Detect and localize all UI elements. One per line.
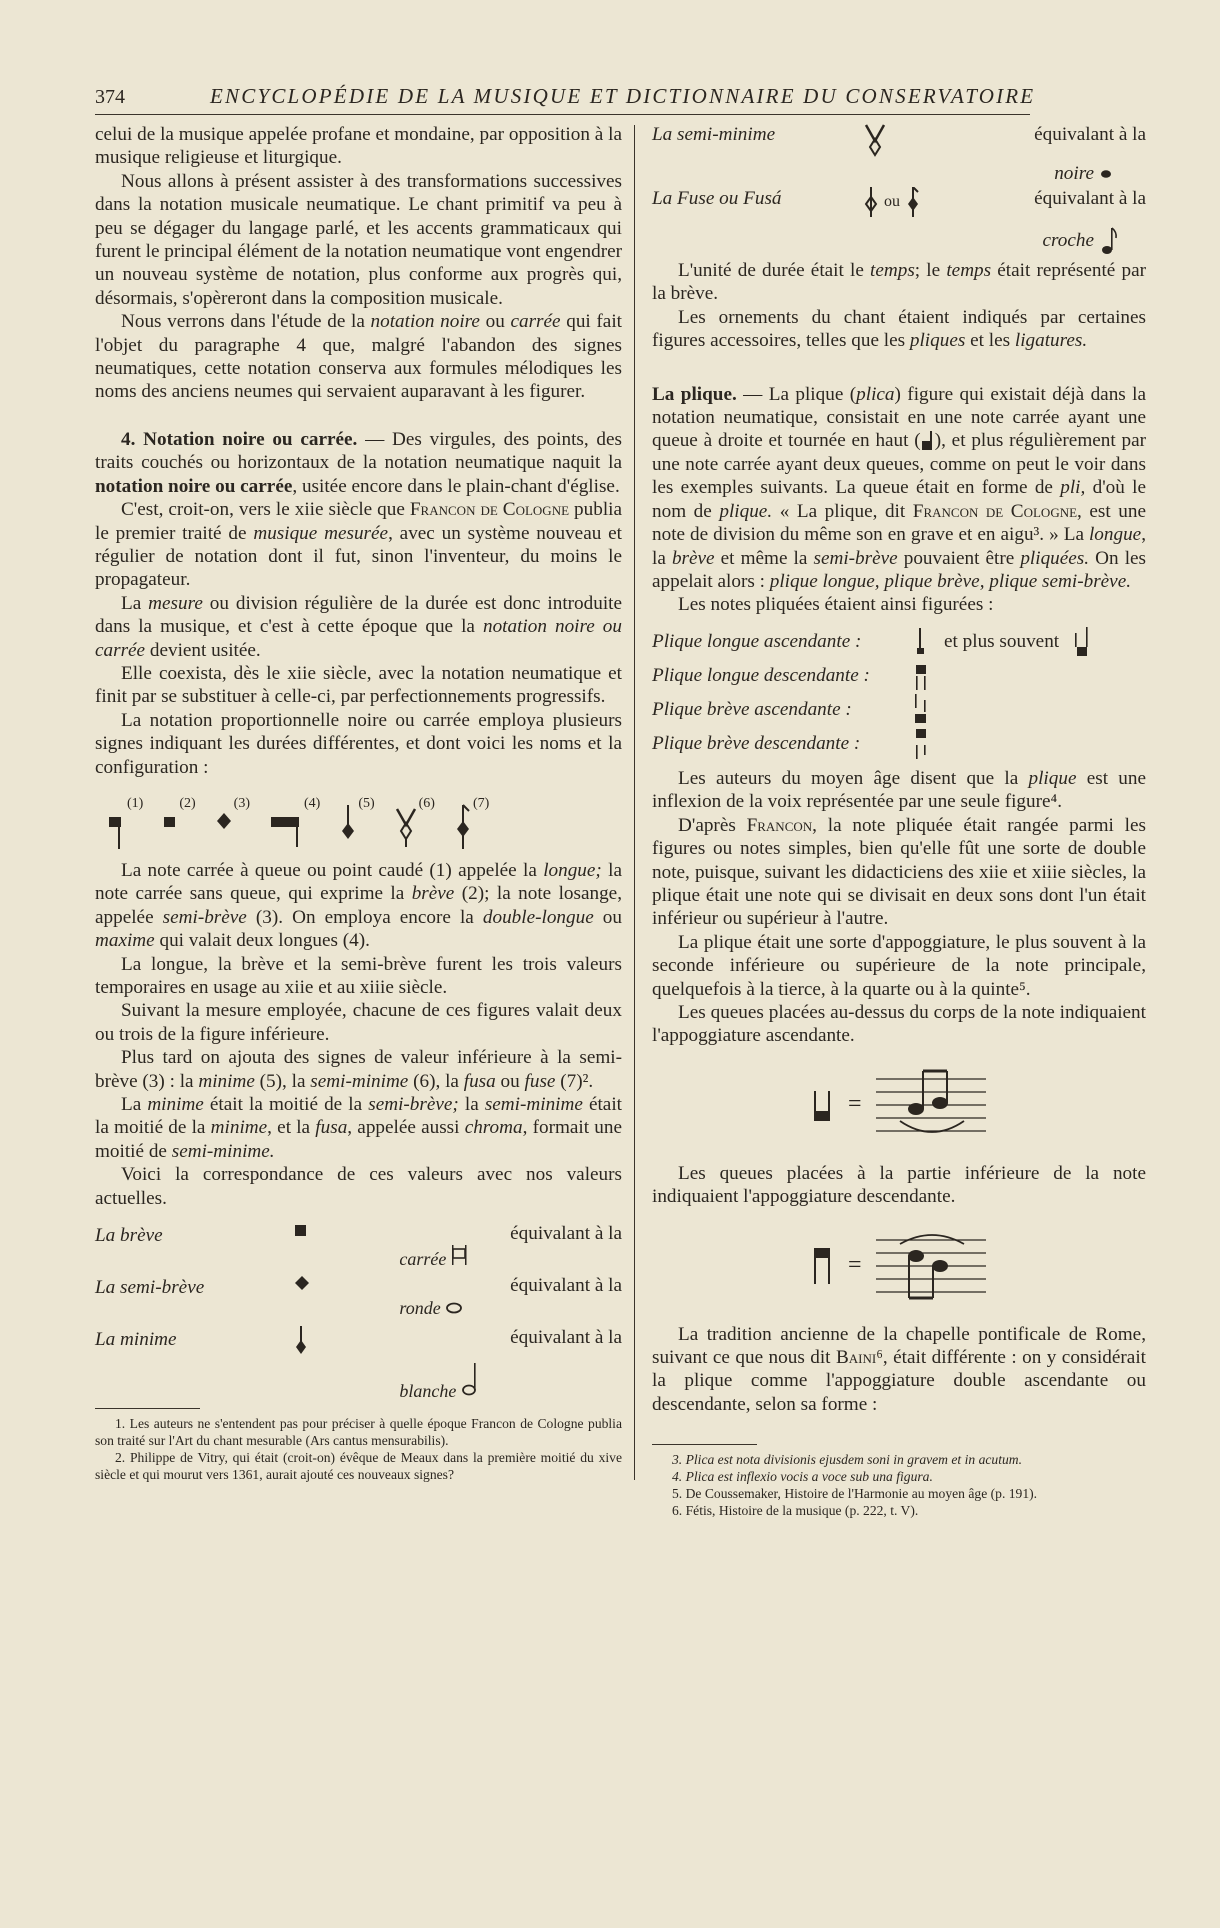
modern-equivalent: croche [652,223,1146,259]
paragraph: La plique était une sorte d'appoggiature, le plus souvent à la seconde inférieure ou supérieure de la note principale, quelquefois à la tierce, à la quarte ou à la quinte⁵. [652,931,1146,1000]
paragraph: Les queues placées au-dessus du corps de la note indiquaient l'appoggiature ascendante. [652,1001,1146,1047]
breve-note: (2) [163,792,195,851]
correspondence-row: La semi-brève équivalant à la ronde [95,1275,622,1319]
section-heading: 4. Notation noire ou carrée. [121,428,358,450]
section-4: 4. Notation noire ou carrée. — Des virgules, des points, des traits couchés ou horizontaux de la notation neumatique naquit la notation noire ou carrée, usitée encore dans le plain-chant d'église. [95,428,622,497]
descending-example: = [652,1221,1146,1311]
minime-glyph [294,1326,383,1362]
paragraph: La tradition ancienne de la chapelle pontificale de Rome, suivant ce que nous dit Baini⁶, était différente : on y considérait la plique comme l'appoggiature double ascendante ou descendante, selon sa forme : [652,1323,1146,1415]
plique-longue-desc-glyph [914,661,928,691]
plique-example: Plique brève descendante : [652,727,1146,761]
plique-example: Plique brève ascendante : [652,693,1146,727]
longue-note: (1) [107,792,143,851]
semi-breve-note: (3) [216,792,250,851]
blanche-glyph [461,1363,479,1397]
paragraph: Les queues placées à la partie inférieure de la note indiquaient l'appoggiature descendante. [652,1162,1146,1208]
fusa-glyph: ou [864,187,964,217]
section-heading: La plique. [652,383,737,405]
plique-glyph [921,431,935,453]
left-column [95,123,622,1483]
plique-example: Plique longue ascendante : et plus souvent [652,625,1146,659]
paragraph: La minime était la moitié de la semi-brève; la semi-minime était la moitié de la minime, et la fusa, appelée aussi chroma, formait une moitié de semi-minime. [95,1094,622,1162]
paragraph: D'après Francon, la note pliquée était rangée parmi les figures ou notes simples, bien qu'elle fût une sorte de double note, puisque, suivant les didacticiens des xiie et xiiie siècles, la plique était une note qui se divisait en deux sons dont l'un était inférieur ou supérieur à l'autre. [652,814,1146,930]
fusa-note: (7) [455,792,489,851]
ronde-glyph [445,1302,463,1314]
minime-note: (5) [340,792,374,851]
paragraph: Les notes pliquées étaient ainsi figurées : [678,594,994,616]
footnote-rule [652,1444,757,1445]
paragraph: La note carrée à queue ou point caudé (1) appelée la longue; la note carrée sans queue, qui exprime la brève (2); la note losange, appelée semi-brève (3). On employa encore la double-longue ou maxime qui valait deux longues (4). [95,859,622,952]
paragraph: Les auteurs du moyen âge disent que la plique est une inflexion de la voix représentée par une seule figure⁴. [652,767,1146,813]
correspondence-row: La minime équivalant à la blanche [95,1327,622,1402]
plique-asc-glyph [812,1085,834,1125]
noire-glyph [1100,168,1112,180]
correspondence-row: La Fuse ou Fusá ou équivalant à la [652,187,1146,223]
page-number: 374 [95,86,125,108]
plique-examples [652,625,1146,761]
plique-breve-asc-glyph [914,694,928,726]
plique-desc-glyph [812,1246,834,1286]
footnote: 6. Fétis, Histoire de la musique (p. 222, t. V). [672,1503,919,1519]
carree-glyph [451,1245,469,1265]
footnote: 4. Plica est inflexio vocis a voce sub una figura. [672,1469,933,1485]
semi-breve-glyph [294,1274,383,1297]
paragraph: celui de la musique appelée profane et mondaine, par opposition à la musique religieuse et liturgique. [95,124,622,169]
ascending-example: = [652,1060,1146,1150]
maxime-note: (4) [270,792,320,851]
plique-variant-glyph [1073,627,1091,657]
footnote: 3. Plica est nota divisionis ejusdem soni in gravem et in acutum. [672,1452,1022,1468]
semi-minime-note: (6) [395,792,435,851]
footnote: 5. De Coussemaker, Histoire de l'Harmonie au moyen âge (p. 191). [672,1486,1038,1502]
paragraph: Elle coexista, dès le xiie siècle, avec la notation neumatique et finit par se substituer à celle-ci, par perfectionnements progressifs. [95,662,622,708]
running-header [95,84,1036,115]
plique-longue-asc-glyph [914,628,926,656]
croche-glyph [1100,226,1118,256]
paragraph: La notation proportionnelle noire ou carrée employa plusieurs signes indiquant les durées différentes, et dont voici les noms et la configuration : [95,709,622,778]
running-title: ENCYCLOPÉDIE DE LA MUSIQUE ET DICTIONNAIRE DU CONSERVATOIRE [210,84,1036,108]
paragraph: La longue, la brève et la semi-brève furent les trois valeurs temporaires en usage au xiie et au xiiie siècle. [95,953,622,998]
right-column [652,123,1146,1519]
paragraph: Suivant la mesure employée, chacune de ces figures valait deux ou trois de la figure inférieure. [95,1000,622,1045]
column-divider [634,125,635,1480]
paragraph: L'unité de durée était le temps; le temps était représenté par la brève. [652,260,1146,305]
footnote-rule [95,1408,200,1409]
paragraph: La mesure ou division régulière de la durée est donc introduite dans la musique, et c'est à cette époque que la notation noire ou carrée devient usitée. [95,592,623,661]
plique-section: La plique. — La plique (plica) figure qui existait déjà dans la notation neumatique, consistait en une note carrée ayant une queue à droite et tournée en haut ( ), et plus régulièrement par une note carrée ayant deux queues, comme on peut le voir dans les exemples suivants. La queue était en forme de pli, d'où le nom de plique. « La plique, dit Francon de Cologne, est une note de division du même son en grave et en aigu³. » La longue, la brève et même la semi-brève pouvaient être pliquées. On les appelait alors : plique longue, plique brève, plique semi-brève. [652,383,1147,593]
paragraph: Nous verrons dans l'étude de la notation noire ou carrée qui fait l'objet du paragraphe 4 que, malgré l'abandon des signes neumatiques, cette notation conserva aux formules mélodiques les noms des anciens neumes qui servaient auparavant à les figurer. [95,311,622,403]
modern-equivalent: noire [652,161,1146,187]
paragraph: Voici la correspondance de ces valeurs avec nos valeurs actuelles. [95,1164,622,1209]
footnote: 2. Philippe de Vitry, qui était (croit-on) évêque de Meaux dans la première moitié du xive siècle et qui mourut vers 1361, aurait ajouté ces nouveaux signes? [95,1450,622,1483]
paragraph: Les ornements du chant étaient indiqués par certaines figures accessoires, telles que les pliques et les ligatures. [652,306,1146,352]
paragraph: Plus tard on ajouta des signes de valeur inférieure à la semi-brève (3) : la minime (5), la semi-minime (6), la fusa ou fuse (7)². [95,1047,622,1092]
footnote: 1. Les auteurs ne s'entendent pas pour préciser à quelle époque Francon de Cologne publia son traité sur l'Art du chant mesurable (Ars cantus mensurabilis). [95,1416,622,1449]
paragraph: Nous allons à présent assister à des transformations successives dans la notation musicale neumatique. Le chant primitif va peu à peu se dégager du langage parlé, et les accents grammaticaux qui furent le principal élément de la notation neumatique vont engendrer un nouveau système de notation, plus conforme aux progrès qui, désormais, s'opèreront dans la composition musicale. [95,170,622,309]
note-figures [95,791,622,851]
breve-glyph [294,1222,383,1245]
staff-example-asc [876,1065,986,1145]
semi-minime-glyph [864,123,964,157]
correspondence-table [95,1222,622,1402]
staff-example-desc [876,1226,986,1306]
plique-breve-desc-glyph [914,727,928,761]
plique-example: Plique longue descendante : [652,659,1146,693]
correspondence-row: La semi-minime équivalant à la [652,123,1146,161]
paragraph: C'est, croit-on, vers le xiie siècle que Francon de Cologne publia le premier traité de musique mesurée, avec un système nouveau et régulier de notation dont il fut, sinon l'inventeur, du moins le propagateur. [95,499,622,591]
correspondence-row: La brève équivalant à la carrée [95,1223,622,1270]
